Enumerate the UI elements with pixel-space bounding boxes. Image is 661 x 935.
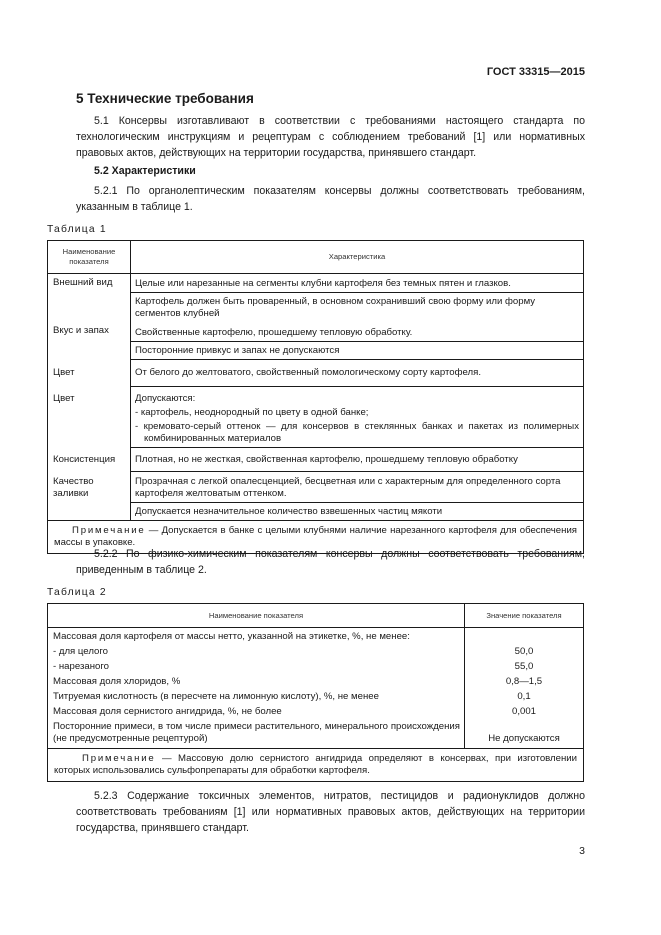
table-row — [48, 690, 584, 705]
table-row — [48, 660, 584, 675]
table-row — [48, 705, 584, 720]
table-row — [48, 360, 584, 387]
table1-row-name: Качество заливки — [48, 472, 131, 521]
table2-row-value: 50,0 — [514, 646, 534, 657]
table-row — [48, 322, 584, 342]
table1-row-name: Вкус и запах — [48, 322, 131, 360]
table1-row-name: Внешний вид — [48, 274, 131, 323]
paragraph-5-2-1: 5.2.1 По органолептическим показателям консервы должны соответствовать требованиям, указанным в таблице 1. — [76, 185, 585, 213]
table1-row-text: Допускаются: — [135, 393, 196, 404]
table2-row-name: Массовая доля картофеля от массы нетто, указанной на этикетке, %, не менее: — [48, 628, 465, 645]
table1-row-text: Свойственные картофелю, прошедшему тепловую обработку. — [135, 327, 413, 338]
table1-note-text: — Допускается в банке с целыми клубнями наличие нарезанного картофеля для обеспечения массы в упаковке. — [54, 525, 577, 548]
subsection-title-5-2: 5.2 Характеристики — [94, 165, 196, 177]
table2-row-name: - для целого — [48, 645, 465, 660]
table-row — [48, 472, 584, 503]
table1-list-item: - картофель, неоднородный по цвету в одной банке; — [135, 407, 369, 418]
table-row — [48, 274, 584, 293]
table1-row-name: Цвет — [48, 360, 131, 387]
table1-row-text: Посторонние привкус и запах не допускаются — [131, 342, 584, 360]
table1-note-label: Примечание — [72, 525, 146, 536]
table2-header-row — [48, 604, 584, 628]
table1-header-row — [48, 241, 584, 274]
table2-row-value: Не допускаются — [488, 733, 560, 744]
table2-row-value: 0,8—1,5 — [505, 676, 543, 687]
table-1 — [47, 240, 584, 554]
table2-row-value: 0,001 — [511, 706, 536, 717]
table2-row-name: Титруемая кислотность (в пересчете на лимонную кислоту), %, не менее — [48, 690, 465, 705]
table2-note-row — [48, 749, 584, 782]
paragraph-5-2-2: 5.2.2 По физико-химическим показателям консервы должны соответствовать требованиям, приведенным в таблице 2. — [76, 548, 585, 576]
table-row — [48, 628, 584, 645]
table-2 — [47, 603, 584, 782]
table2-row-name: - нарезаного — [48, 660, 465, 675]
section-title: 5 Технические требования — [76, 91, 254, 106]
table1-row-text: От белого до желтоватого, свойственный помологическому сорту картофеля. — [131, 360, 584, 387]
paragraph-5-1: 5.1 Консервы изготавливают в соответствии с требованиями настоящего стандарта по технологическим инструкциям и рецептурам с соблюдением требований [1] или нормативных правовых актов, действующих на территории государства, принявшего стандарт. — [76, 115, 585, 159]
table1-row-cell — [131, 387, 584, 448]
table1-header-name: Наименование показателя — [48, 241, 131, 274]
table-row — [48, 387, 584, 448]
table1-row-name: Цвет — [48, 387, 131, 448]
table1-row-text: Картофель должен быть проваренный, в основном сохранивший свою форму или форму сегментов клубней — [131, 293, 584, 323]
page-number: 3 — [579, 845, 585, 857]
table1-row-text: Допускается незначительное количество взвешенных частиц мякоти — [131, 503, 584, 521]
table-row — [48, 675, 584, 690]
table2-row-value — [465, 628, 584, 645]
standard-number: ГОСТ 33315—2015 — [486, 66, 585, 78]
table1-caption: Таблица 1 — [47, 224, 107, 235]
table1-row-name: Консистенция — [48, 448, 131, 472]
table1-header-characteristic: Характеристика — [131, 241, 584, 274]
table2-row-name: Массовая доля хлоридов, % — [48, 675, 465, 690]
table1-row-text: Плотная, но не жесткая, свойственная картофелю, прошедшему тепловую обработку — [131, 448, 584, 472]
table2-header-name: Наименование показателя — [48, 604, 465, 628]
table2-note-label: Примечание — [82, 753, 156, 764]
table2-row-value: 0,1 — [517, 691, 531, 702]
paragraph-5-2-3: 5.2.3 Содержание токсичных элементов, нитратов, пестицидов и радионуклидов должно соответствовать требованиям [1] или нормативных правовых актов, действующих на территории государства, принявшего стандарт. — [76, 790, 585, 834]
table1-list-item: - кремовато-серый оттенок — для консервов в стеклянных банках и пакетах из полимерных комбинированных материалов — [135, 421, 579, 444]
table-row — [48, 720, 584, 749]
table2-row-value: 55,0 — [514, 661, 534, 672]
table2-note-text: — Массовую долю сернистого ангидрида определяют в консервах, при изготовлении которых использовались сульфопрепараты для обработки картофеля. — [54, 753, 577, 776]
table-row — [48, 645, 584, 660]
table2-note — [48, 749, 584, 782]
table1-row-text: Прозрачная с легкой опалесценцией, бесцветная или с характерным для определенного сорта картофеля желтоватым оттенком. — [131, 472, 584, 503]
table2-row-name: Посторонние примеси, в том числе примеси растительного, минерального происхождения (не предусмотренные рецептурой) — [48, 720, 465, 749]
table2-caption: Таблица 2 — [47, 587, 107, 598]
table2-row-name: Массовая доля сернистого ангидрида, %, не более — [48, 705, 465, 720]
table2-header-value: Значение показателя — [465, 604, 584, 628]
table-row — [48, 448, 584, 472]
table1-row-text: Целые или нарезанные на сегменты клубни картофеля без темных пятен и глазков. — [135, 278, 511, 289]
